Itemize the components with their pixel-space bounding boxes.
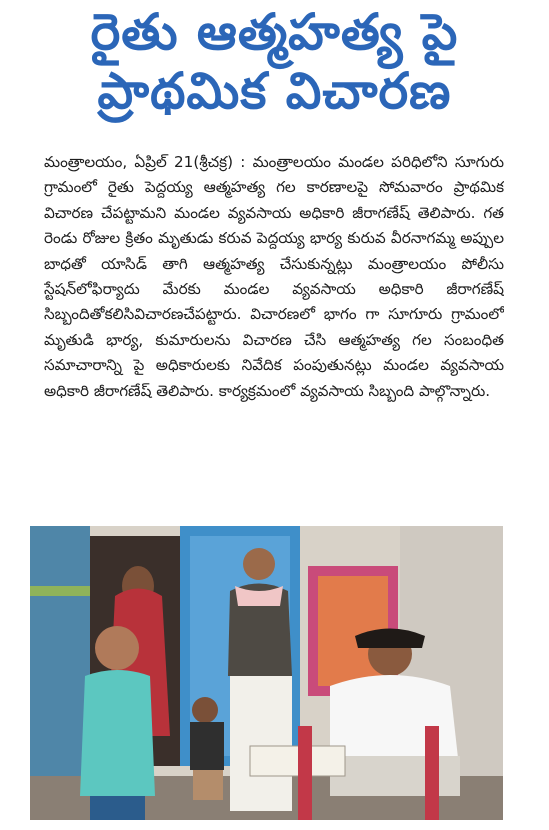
headline-line-1: రైతు ఆత్మహత్య పై xyxy=(90,3,459,61)
headline xyxy=(0,3,549,120)
article-body: మంత్రాలయం, ఏప్రిల్ 21(శ్రీచక్ర) : మంత్రాలయం మండల పరిధిలోని సూగురు గ్రామంలో రైతు పెద్దయ్య ఆత్మహత్య గల కారణాలపై సోమవారం ప్రాథమిక విచారణ చేపట్టామని మండల వ్యవసాయ అధికారి జీరాగణేష్ తెలిపారు. గత రెండు రోజుల క్రితం మృతుడు కరువ పెద్దయ్య భార్య కురువ వీరనాగమ్మ అప్పుల బాధతో యాసిడ్ తాగి ఆత్మహత్య చేసుకున్నట్లు మంత్రాలయం పోలీసు స్టేషన్‌లోఫిర్యాదు మేరకు మండల వ్యవసాయ అధికారి జీరాగణేష్ సిబ్బందితోకలిసివిచారణచేపట్టారు. విచారణలో భాగం గా సూగూరు గ్రామంలో మృతుడి భార్య, కుమారులను విచారణ చేసి ఆత్మహత్య గల సంబంధిత సమాచారాన్ని పై అధికారులకు నివేదిక పంపుతునట్లు మండల వ్యవసాయ అధికారి జీరాగణేష్ తెలిపారు. కార్యక్రమంలో వ్యవసాయ సిబ్బంది పాల్గొన్నారు. xyxy=(44,153,504,400)
news-photo xyxy=(30,526,503,820)
headline-line-2: ప్రాథమిక విచారణ xyxy=(97,62,452,120)
